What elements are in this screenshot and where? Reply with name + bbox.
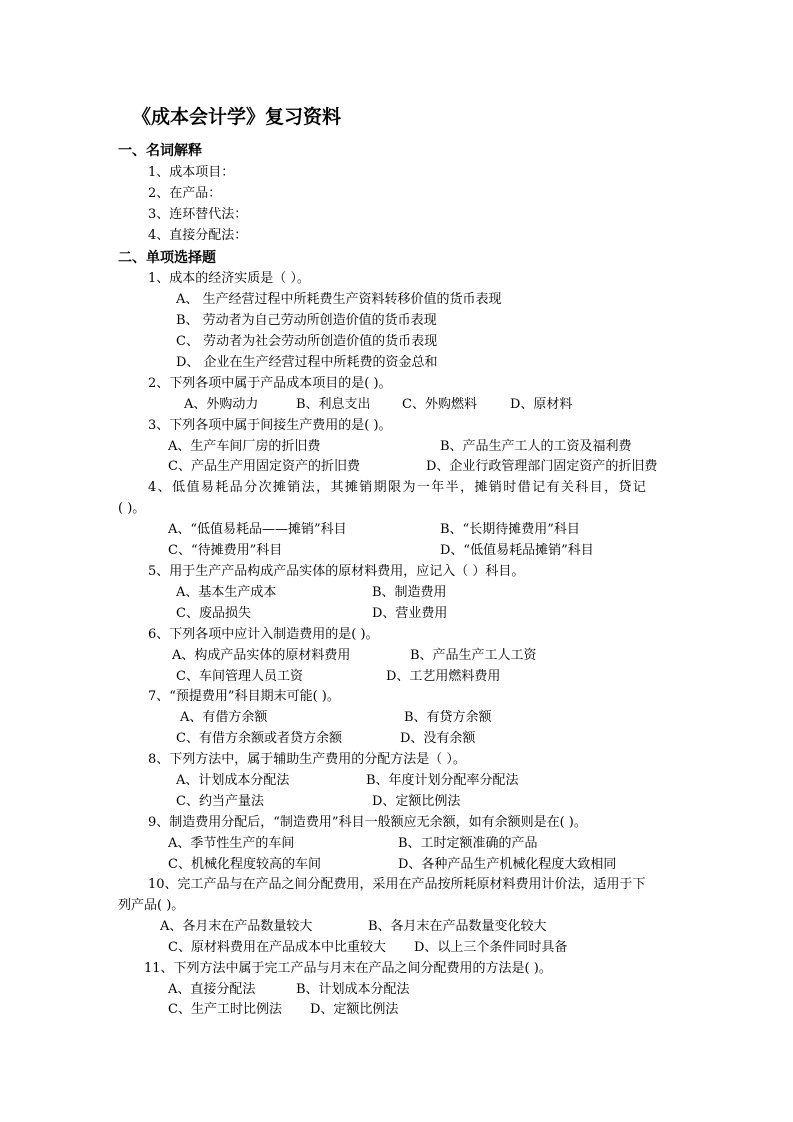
question-stem: 4、低值易耗品分次摊销法，其摊销期限为一年半，摊销时借记有关科目，贷记	[148, 480, 648, 495]
option: D、“低值易耗品摊销”科目	[440, 543, 594, 558]
question-stem: 7、“预提费用”科目期末可能( )。	[148, 689, 340, 704]
question-stem-continued: 列产品( )。	[118, 898, 185, 913]
option: B、有贷方余额	[404, 710, 492, 725]
option: B、利息支出	[296, 397, 371, 412]
option: C、生产工时比例法	[168, 1002, 282, 1017]
question-stem-continued: ( )。	[118, 501, 146, 516]
option: C、外购燃料	[402, 397, 477, 412]
question-stem: 11、下列方法中属于完工产品与月末在产品之间分配费用的方法是( )。	[144, 961, 552, 976]
option: A、外购动力	[184, 397, 259, 412]
question-stem: 1、成本的经济实质是（ ）。	[148, 271, 310, 286]
term-item: 1、成本项目：	[148, 165, 235, 180]
option: C、约当产量法	[176, 794, 264, 809]
option: B、工时定额准确的产品	[398, 836, 538, 851]
option: A、有借方余额	[180, 710, 268, 725]
option: A、构成产品实体的原材料费用	[172, 648, 351, 663]
option: D、定额比例法	[372, 794, 461, 809]
document-title: 《成本会计学》复习资料	[132, 106, 342, 128]
question-stem: 3、下列各项中属于间接生产费用的是( )。	[148, 418, 392, 433]
option: B、“长期待摊费用”科目	[440, 522, 580, 537]
option: D、企业行政管理部门固定资产的折旧费	[426, 459, 658, 474]
question-stem: 9、制造费用分配后，“制造费用”科目一般额应无余额，如有余额则是在( )。	[148, 815, 587, 830]
option: A、季节性生产的车间	[168, 836, 295, 851]
option: C、原材料费用在产品成本中比重较大	[168, 940, 386, 955]
option: A、基本生产成本	[176, 585, 277, 600]
option: C、机械化程度较高的车间	[168, 857, 321, 872]
option: B、产品生产工人的工资及福利费	[440, 439, 632, 454]
option: A、 生产经营过程中所耗费生产资料转移价值的货币表现	[176, 292, 502, 307]
option: D、原材料	[510, 397, 573, 412]
question-stem: 2、下列各项中属于产品成本项目的是( )。	[148, 376, 392, 391]
option: B、产品生产工人工资	[410, 648, 537, 663]
option: D、 企业在生产经营过程中所耗费的资金总和	[176, 355, 438, 370]
option: B、 劳动者为自己劳动所创造价值的货币表现	[176, 313, 437, 328]
option: C、“待摊费用”科目	[168, 543, 283, 558]
option: B、各月末在产品数量变化较大	[368, 919, 547, 934]
question-stem: 10、完工产品与在产品之间分配费用，采用在产品按所耗原材料费用计价法，适用于下	[148, 877, 646, 892]
option: D、没有余额	[400, 731, 476, 746]
option: A、各月末在产品数量较大	[160, 919, 313, 934]
option: A、计划成本分配法	[176, 773, 290, 788]
option: A、“低值易耗品——摊销”科目	[168, 522, 347, 537]
section-heading-terms: 一、名词解释	[118, 143, 202, 159]
option: D、以上三个条件同时具备	[414, 940, 568, 955]
section-heading-choice: 二、单项选择题	[118, 250, 216, 266]
option: D、工艺用燃料费用	[386, 669, 501, 684]
term-item: 3、连环替代法：	[148, 207, 248, 222]
question-stem: 5、用于生产产品构成产品实体的原材料费用，应记入（ ）科目。	[148, 564, 525, 579]
option: C、车间管理人员工资	[176, 669, 303, 684]
option: A、生产车间厂房的折旧费	[168, 439, 321, 454]
option: D、定额比例法	[310, 1002, 399, 1017]
option: B、制造费用	[372, 585, 447, 600]
question-stem: 8、下列方法中，属于辅助生产费用的分配方法是（ ）。	[148, 752, 466, 767]
option: A、直接分配法	[168, 982, 256, 997]
option: C、有借方余额或者贷方余额	[176, 731, 342, 746]
term-item: 2、在产品：	[148, 186, 222, 201]
option: D、各种产品生产机械化程度大致相同	[398, 857, 617, 872]
option: D、营业费用	[372, 606, 448, 621]
option: B、年度计划分配率分配法	[366, 773, 519, 788]
option: B、计划成本分配法	[296, 982, 410, 997]
option: C、产品生产用固定资产的折旧费	[168, 459, 360, 474]
question-stem: 6、下列各项中应计入制造费用的是( )。	[148, 627, 379, 642]
term-item: 4、直接分配法：	[148, 228, 248, 243]
option: C、 劳动者为社会劳动所创造价值的货币表现	[176, 334, 438, 349]
option: C、废品损失	[176, 606, 251, 621]
